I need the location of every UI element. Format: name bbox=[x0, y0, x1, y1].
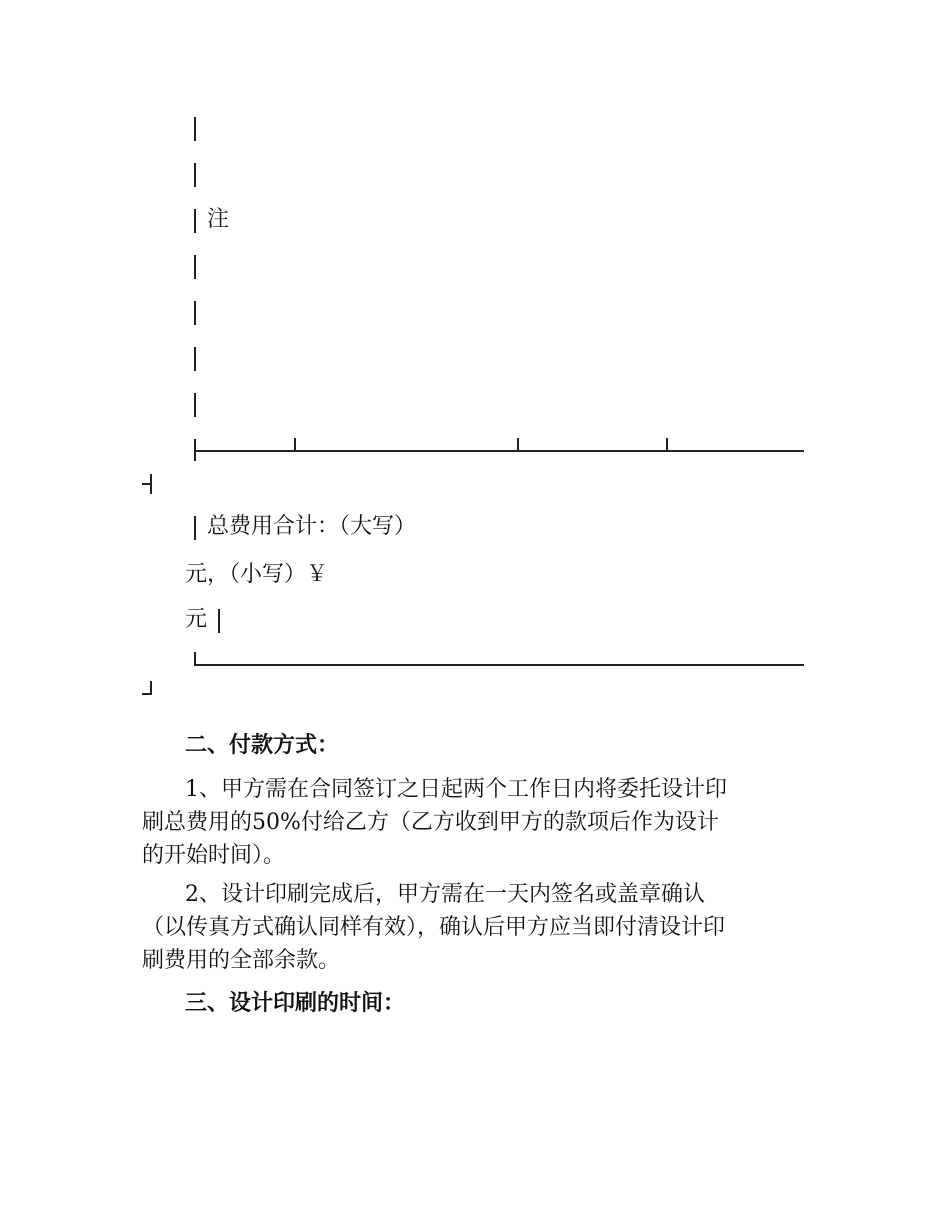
table-border-segment bbox=[194, 393, 196, 417]
table-border-segment bbox=[194, 301, 196, 325]
table-border-segment bbox=[194, 163, 196, 187]
note-label: 注 bbox=[207, 207, 230, 232]
column-tick bbox=[517, 438, 519, 451]
paragraph-line: 1、甲方需在合同签订之日起两个工作日内将委托设计印 bbox=[185, 777, 727, 802]
table-row-divider bbox=[194, 450, 804, 452]
payment-paragraph-2 bbox=[142, 878, 822, 977]
paragraph-line: 2、设计印刷完成后，甲方需在一天内签名或盖章确认 bbox=[185, 882, 705, 907]
table-bottom-border bbox=[194, 664, 804, 666]
small-amount-label: 元，（小写）￥ bbox=[185, 562, 329, 587]
table-border-segment bbox=[194, 209, 196, 233]
paragraph-line: （以传真方式确认同样有效），确认后甲方应当即付清设计印 bbox=[142, 915, 726, 940]
paragraph-line: 刷费用的全部余款。 bbox=[142, 948, 341, 973]
table-border-segment bbox=[194, 255, 196, 279]
paragraph-line: 的开始时间）。 bbox=[142, 843, 286, 868]
yuan-label: 元 bbox=[185, 607, 208, 632]
column-tick bbox=[666, 438, 668, 451]
paragraph-line: 刷总费用的50%付给乙方（乙方收到甲方的款项后作为设计 bbox=[142, 810, 719, 835]
table-border-segment bbox=[194, 347, 196, 371]
table-border-segment bbox=[194, 516, 196, 540]
section-heading-schedule: 三、设计印刷的时间： bbox=[185, 990, 406, 1016]
payment-paragraph-1 bbox=[142, 773, 822, 872]
table-right-junction-stub bbox=[142, 483, 151, 485]
table-bottom-right-corner-stub bbox=[142, 693, 151, 695]
section-heading-payment: 二、付款方式： bbox=[185, 732, 340, 758]
column-tick bbox=[294, 438, 296, 451]
total-fee-label: 总费用合计：（大写） bbox=[207, 514, 417, 539]
table-border-segment bbox=[218, 609, 220, 633]
table-border-segment bbox=[194, 117, 196, 141]
